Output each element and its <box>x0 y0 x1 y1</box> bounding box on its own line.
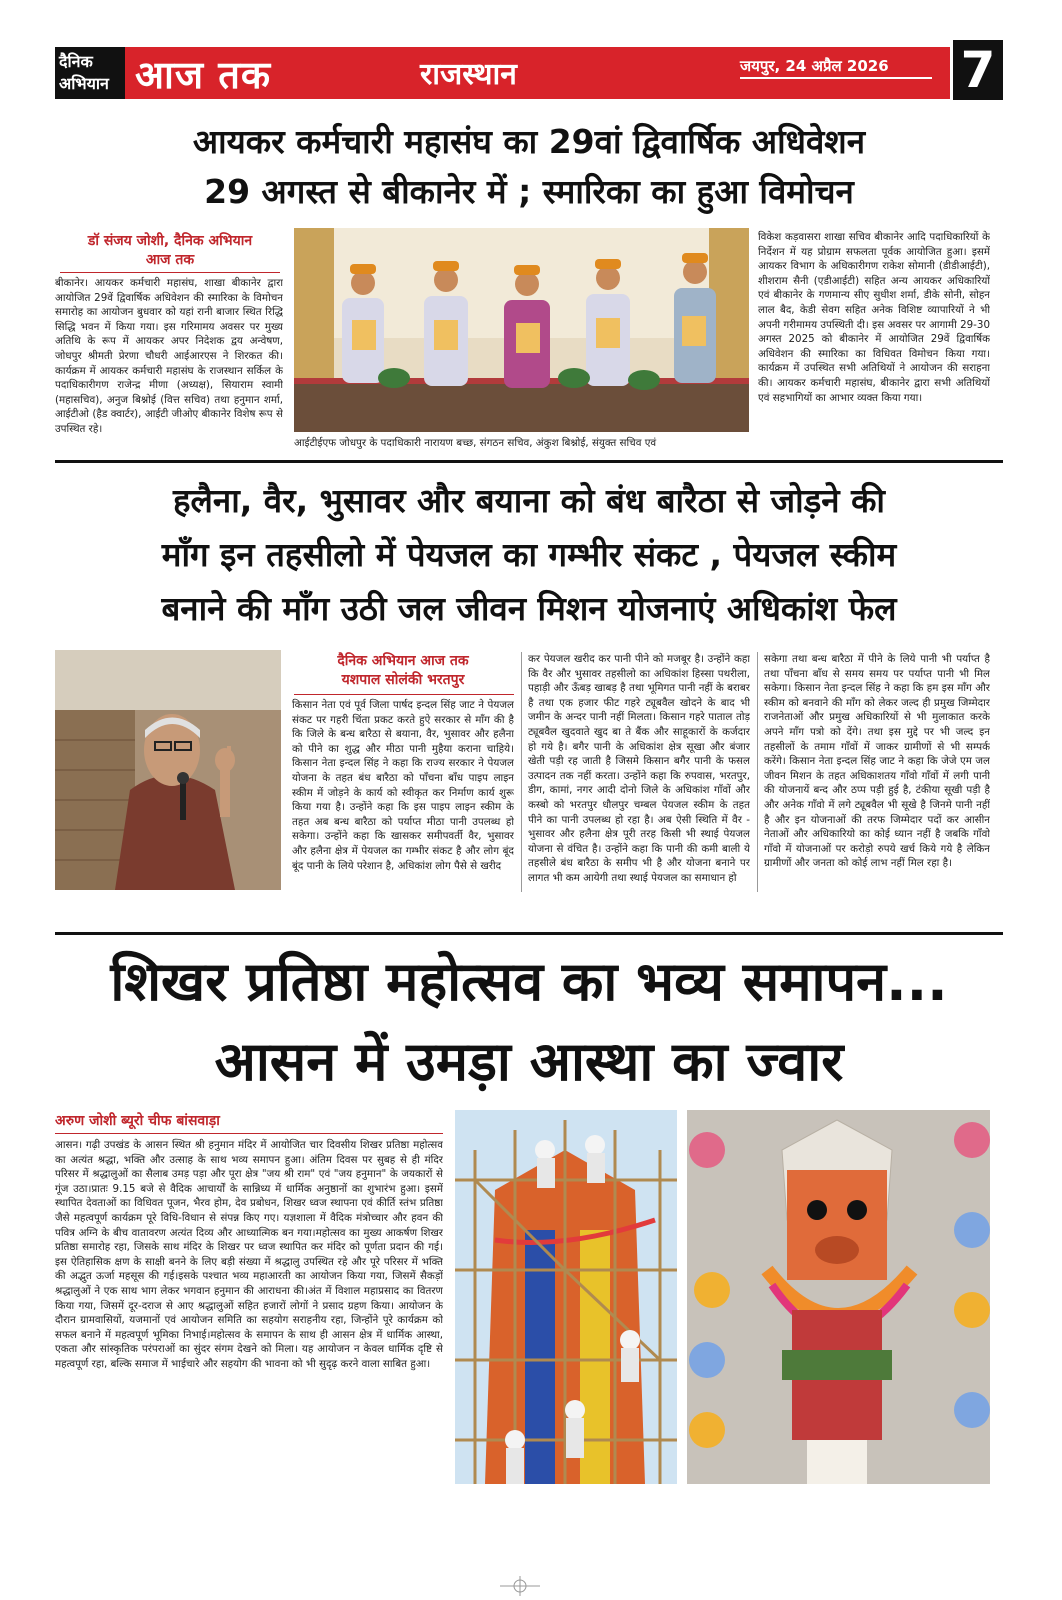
section-divider-2 <box>55 932 1003 935</box>
story1-headline-line2: 29 अगस्त से बीकानेर में ; स्मारिका का हुआ विमोचन <box>204 172 854 211</box>
story1-column1: बीकानेर। आयकर कर्मचारी महासंघ, शाखा बीकानेर द्वारा आयोजित 29वें द्विवार्षिक अधिवेशन की स्मारिका के विमोचन समारोह का आयोजन बुधवार को यहां रानी बाजार स्थित रिद्धि सिद्धि भवन में किया गया। इस गरिमामय अवसर पर मुख्य अतिथि के रूप में आयकर अपर निदेशक द्वय अन्वेषण, जोधपुर श्रीमती प्रेरणा चौधरी आईआरएस ने शिरकत की। कार्यक्रम में आयकर कर्मचारी महासंघ के राजस्थान सर्किल के पदाधिकारीगण राजेन्द्र मीणा (अध्यक्ष), सियाराम स्वामी (महासचिव), अनुज बिश्नोई (वित्त सचिव) तथा हनुमान शर्मा, आईटीओ (हैड क्वार्टर), आईटी जीओए बीकानेर विशेष रूप से उपस्थित रहे। <box>55 277 283 435</box>
date-underline <box>740 77 932 79</box>
story3-idol-photo <box>687 1110 990 1484</box>
byline-rule-3 <box>55 1133 443 1134</box>
hanuman-idol-photo <box>687 1110 990 1484</box>
masthead-logo: आज तक <box>135 52 272 97</box>
story3-byline: अरुण जोशी ब्यूरो चीफ बांसवाड़ा <box>55 1113 220 1129</box>
column-rule <box>757 652 758 892</box>
page-number: 7 <box>953 40 1003 100</box>
story1-photo-caption: आईटीईएफ जोधपुर के पदाधिकारी नारायण बच्छ, संगठन सचिव, अंकुश बिश्नोई, संयुक्त सचिव एवं <box>294 437 657 449</box>
speaker-photo <box>55 650 281 890</box>
story1-photo <box>294 228 749 432</box>
column-rule <box>521 652 522 892</box>
story3-headline-line1: शिखर प्रतिष्ठा महोत्सव का भव्य समापन... <box>110 950 948 1013</box>
story1-byline <box>55 232 285 270</box>
edition-date: जयपुर, 24 अप्रैल 2026 <box>740 57 889 75</box>
brand-box <box>55 47 125 99</box>
section-divider-1 <box>55 460 1003 463</box>
story1-byline-line2: आज तक <box>145 252 195 268</box>
story1-column3: विकेश कड़वासरा शाखा सचिव बीकानेर आदि पदाधिकारियों के निर्देशन में यह प्रोग्राम सफलता पूर्वक आयोजित हुआ। इसमें आयकर विभाग के अधिकारीगण राकेश सोमानी (डीडीआईटी), शीशराम सैनी (एडीआईटी) सहित अन्य आयकर अधिकारियों एवं बीकानेर के गणमान्य सीए सुधीश शर्मा, डीके सोनी, सोहन लाल बैद, केडी सेवग सहित अनेक विशिष्ट व्यापारियों ने भी अपनी गरीमामय उपस्थिती दी। इस अवसर पर आगामी 29-30 अगस्त 2025 को बीकानेर में आयोजित 29वें द्विवार्षिक अधिवेशन की स्मारिका का विधिवत विमोचन किया गया। कार्यक्रम में उपस्थित सभी अतिथियों ने आयोजन की सराहना की। आयकर कर्मचारी महासंघ, बीकानेर द्वारा सभी अतिथियों एवं सहभागियों का आभार व्यक्त किया गया। <box>758 231 990 404</box>
brand-line1: दैनिक <box>59 52 93 71</box>
story2-column3: सकेगा तथा बन्ध बारैठा में पीने के लिये पानी भी पर्याप्त है तथा पाँचना बाँध से समय समय पर पर्याप्त पानी भी मिल सकेगा। किसान नेता इन्दल सिंह ने कहा कि हम इस माँग और स्कीम को बनवाने की माँग को लेकर जल्द ही प्रमुख जिम्मेदार राजनेताओं और प्रमुख अधिकारियों से भी मुलाकात करके अपने माँग पत्रो को देंगे। तथा इस मुद्दे पर भी जल्द इन तहसीलों के तमाम गाँवों में जाकर ग्रामीणों से भी सम्पर्क करेंगे। किसान नेता इन्दल सिंह जाट ने कहा कि जेजे एम जल जीवन मिशन के तहत अधिकाशतय गाँवो गाँवों में लगी पानी की योजनायें बन्द और ठप्प पड़ी हुई है, टंकीया सूखी पड़ी है और अनेक गाँवो में लगे ट्यूबवैल भी सूखे है जिनमे पानी नहीं है और इन योजनाओं की तरफ जिम्मेदार पदों कर आसीन नेताओं और अधिकारियो का कोई ध्यान नहीं है जबकि गाँवो गाँवो में योजनाओं पर करोड़ो रुपये खर्च किये गये है लेकिन ग्रामीणों और जनता को कोई लाभ नहीं मिल रहा है। <box>764 653 990 870</box>
brand-line2: अभियान <box>59 74 109 93</box>
story2-headline-line3: बनाने की माँग उठी जल जीवन मिशन योजनाएं अधिकांश फेल <box>161 589 897 628</box>
registration-mark-icon <box>500 1576 540 1596</box>
section-title: राजस्थान <box>420 57 517 92</box>
smarika-release-photo <box>294 228 749 432</box>
story1-byline-line1: डॉ संजय जोशी, दैनिक अभियान <box>87 233 253 249</box>
story2-column2: कर पेयजल खरीद कर पानी पीने को मजबूर है। उन्होंने कहा कि वैर और भुसावर तहसीलो का अधिकांश हिस्सा पथरीला, पहाड़ी और ऊँबड़ खाबड़ है तथा भूमिगत पानी नहीं के बराबर है तथा एक हजार फीट गहरे ट्यूबवैल खोदने के बाद भी जमीन के अन्दर पानी नहीं मिलता। किसान गहरे पाताल तोड़ ट्यूबवैल खुदवाते खुद बा ते बैंक और साहूकारों के कर्जदार हो गये है। बगैर पानी के अधिकांश क्षेत्र सूखा और बंजार खेती पड़ी रह जाती है जिसमे किसान बगैर पानी के फसल उत्पादन तक नहीं करता। उन्होंने कहा कि रुपवास, भरतपुर, डीग, कामां, नगर आदी दोनो जिले के अधिकांश गाँवों और कस्बो को भरतपुर धौलपुर चम्बल पेयजल स्कीम के तहत पीने का पानी उपलब्ध हो रहा है। अब ऐसी स्थिति में वैर - भुसावर और हलैना क्षेत्र पूरी तरह किसी भी स्थाई पेयजल योजना से वंचित है। उन्होंने कहा कि पानी की कमी बाली ये तहसीले बंध बारैठा के समीप भी है और योजना बनाने पर लागत भी कम आयेगी तथा स्थाई पेयजल का समाधान हो <box>528 653 750 884</box>
story2-byline-line2: यशपाल सोलंकी भरतपुर <box>341 672 465 688</box>
story3-headline-line2: आसन में उमड़ा आस्था का ज्वार <box>214 1030 844 1093</box>
story2-byline-line1: दैनिक अभियान आज तक <box>337 653 469 669</box>
story2-headline-line2: माँग इन तहसीलो में पेयजल का गम्भीर संकट , पेयजल स्कीम <box>161 535 897 574</box>
story2-photo <box>55 650 281 890</box>
story3-body: आसन। गढ़ी उपखंड के आसन स्थित श्री हनुमान मंदिर में आयोजित चार दिवसीय शिखर प्रतिष्ठा महोत्सव का अत्यंत श्रद्धा, भक्ति और उत्साह के साथ भव्य समापन हुआ। अंतिम दिवस पर सुबह से ही मंदिर परिसर में श्रद्धालुओं का सैलाब उमड़ पड़ा और पूरा क्षेत्र "जय श्री राम" एवं "जय हनुमान" के जयकारों से गूंज उठा।प्रातः 9.15 बजे से वैदिक आचार्यों के सान्निध्य में धार्मिक अनुष्ठानों का शुभारंभ हुआ। इसमें स्थापित देवताओं का विधिवत पूजन, भैरव होम, देव प्रबोधन, शिखर ध्वज स्थापना एवं कीर्ति स्तंभ प्रतिष्ठा जैसे महत्वपूर्ण कार्यक्रम पूरे विधि-विधान से संपन्न किए गए। यज्ञशाला में वैदिक मंत्रोच्चार और हवन की पवित्र अग्नि के बीच वातावरण अत्यंत दिव्य और आध्यात्मिक बन गया।महोत्सव का मुख्य आकर्षण शिखर प्रतिष्ठा समारोह रहा, जिसके साथ मंदिर के शिखर पर ध्वज स्थापित कर मंदिर को पूर्णता प्रदान की गई। इस ऐतिहासिक क्षण के साक्षी बनने के लिए बड़ी संख्या में श्रद्धालु उपस्थित रहे और पूरे परिसर में भक्ति की अद्भुत ऊर्जा महसूस की गई।इसके पश्चात भव्य महाआरती का आयोजन किया गया, जिसमें सैकड़ों श्रद्धालुओं ने एक साथ भाग लेकर भगवान हनुमान की आराधना की।अंत में विशाल महाप्रसाद का वितरण किया गया, जिसमें दूर-दराज से आए श्रद्धालुओं सहित हजारों लोगों ने प्रसाद ग्रहण किया। आयोजन के दौरान ग्रामवासियों, यजमानों एवं आयोजन समिति का सहयोग सराहनीय रहा, जिन्होंने पूरे कार्यक्रम को सफल बनाने में महत्वपूर्ण भूमिका निभाई।महोत्सव के समापन के साथ ही आसन क्षेत्र में धार्मिक आस्था, एकता और सांस्कृतिक परंपराओं का सुंदर संगम देखने को मिला। यह आयोजन न केवल धार्मिक दृष्टि से महत्वपूर्ण रहा, बल्कि समाज में भाईचारे और सहयोग की भावना को भी सुदृढ़ करने वाला साबित हुआ। <box>55 1139 443 1370</box>
byline-rule-2 <box>294 694 514 695</box>
story1-headline-line1: आयकर कर्मचारी महासंघ का 29वां द्विवार्षिक अधिवेशन <box>192 122 866 161</box>
story3-temple-photo <box>455 1110 677 1484</box>
story2-byline <box>292 652 514 690</box>
byline-rule <box>60 272 280 273</box>
story2-column1: किसान नेता एवं पूर्व जिला पार्षद इन्दल सिंह जाट ने पेयजल संकट पर गहरी चिंता प्रकट करते हुऐ सरकार से माँग की है कि जिले के बन्ध बारैठा से बयाना, वैर, भुसावर और हलैना को पीने का शुद्ध और मीठा पानी मुहैया कराना चाहिये। किसान नेता इन्दल सिंह ने कहा कि राज्य सरकार ने पेयजल योजना के तहत बंध बारैठा को पाँचना बाँध पाइप लाइन स्कीम में जोड़ने के कार्य को स्वीकृत कर निर्माण कार्य शुरू किया गया है। उन्होंने कहा कि इस पाइप लाइन स्कीम के तहत अब बन्ध बारैठा को पर्याप्त मीठा पानी उपलब्ध हो सकेगा। उन्होंने कहा कि खासकर समीपवर्ती वैर, भुसावर और हलैना क्षेत्र में पेयजल का गम्भीर संकट है और लोग बूंद बूंद पानी के लिये परेशान है, अधिकांश लोग पैसे से खरीद <box>292 699 514 872</box>
story2-headline-line1: हलैना, वैर, भुसावर और बयाना को बंध बारैठा से जोड़ने की <box>173 481 885 520</box>
temple-scaffold-photo <box>455 1110 677 1484</box>
